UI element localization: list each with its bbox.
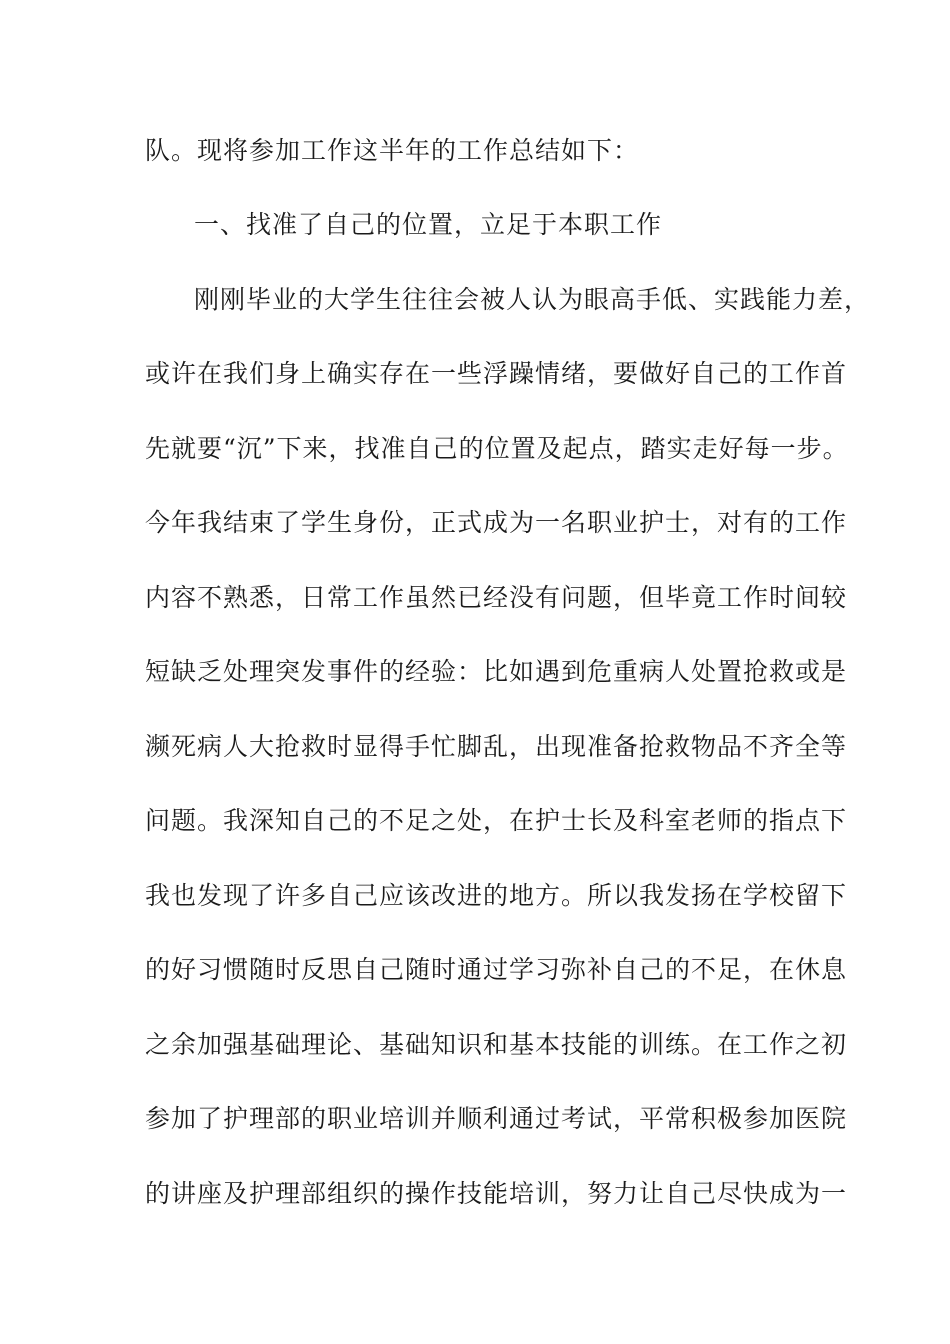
- section-heading: 一、找准了自己的位置，立足于本职工作: [194, 210, 663, 239]
- paragraph-line: 之余加强基础理论、基础知识和基本技能的训练。在工作之初: [145, 1030, 848, 1059]
- paragraph-line: 今年我结束了学生身份，正式成为一名职业护士，对有的工作: [145, 508, 848, 537]
- paragraph-line: 我也发现了许多自己应该改进的地方。所以我发扬在学校留下: [145, 881, 848, 910]
- paragraph-line: 队。现将参加工作这半年的工作总结如下：: [145, 136, 640, 165]
- paragraph-line: 的讲座及护理部组织的操作技能培训，努力让自己尽快成为一: [145, 1179, 848, 1208]
- paragraph-line: 或许在我们身上确实存在一些浮躁情绪，要做好自己的工作首: [145, 359, 848, 388]
- paragraph-line: 问题。我深知自己的不足之处，在护士长及科室老师的指点下: [145, 806, 848, 835]
- paragraph-line: 短缺乏处理突发事件的经验：比如遇到危重病人处置抢救或是: [145, 657, 848, 686]
- paragraph-line: 先就要“沉”下来，找准自己的位置及起点，踏实走好每一步。: [145, 434, 849, 463]
- paragraph-line: 刚刚毕业的大学生往往会被人认为眼高手低、实践能力差，: [194, 285, 871, 314]
- paragraph-line: 濒死病人大抢救时显得手忙脚乱，出现准备抢救物品不齐全等: [145, 732, 848, 761]
- paragraph-line: 内容不熟悉，日常工作虽然已经没有问题，但毕竟工作时间较: [145, 583, 848, 612]
- paragraph-line: 参加了护理部的职业培训并顺利通过考试，平常积极参加医院: [145, 1104, 848, 1133]
- paragraph-line: 的好习惯随时反思自己随时通过学习弥补自己的不足，在休息: [145, 955, 848, 984]
